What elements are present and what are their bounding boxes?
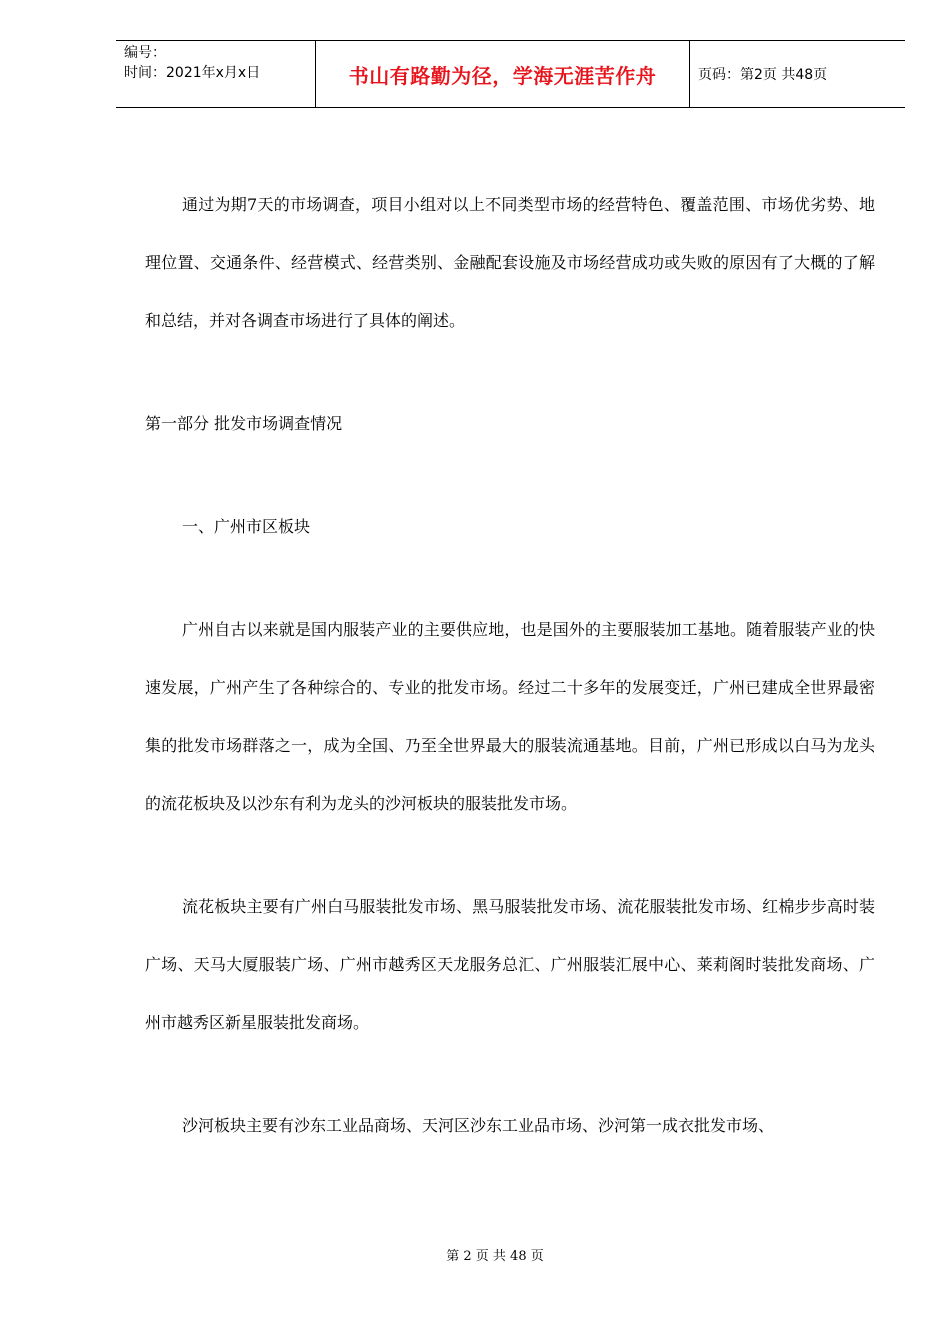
part-title: 第一部分 批发市场调查情况 bbox=[145, 414, 343, 433]
page-header bbox=[116, 40, 905, 108]
document-body bbox=[145, 176, 875, 1155]
header-page-info: 页码：第2页 共48页 bbox=[698, 67, 828, 83]
section-title: 一、广州市区板块 bbox=[182, 517, 311, 536]
paragraph-shahe: 沙河板块主要有沙东工业品商场、天河区沙东工业品市场、沙河第一成衣批发市场、 bbox=[182, 1116, 775, 1135]
time-label: 时间：2021年x月x日 bbox=[124, 65, 261, 81]
paragraph-guangzhou: 广州自古以来就是国内服装产业的主要供应地，也是国外的主要服装加工基地。随着服装产业的快速发展，广州产生了各种综合的、专业的批发市场。经过二十多年的发展变迁，广州已建成全世界最密集的批发市场群落之一，成为全国、乃至全世界最大的服装流通基地。目前，广州已形成以白马为龙头的流花板块及以沙东有利为龙头的沙河板块的服装批发市场。 bbox=[145, 620, 875, 813]
intro-paragraph: 通过为期7天的市场调查，项目小组对以上不同类型市场的经营特色、覆盖范围、市场优劣势、地理位置、交通条件、经营模式、经营类别、金融配套设施及市场经营成功或失败的原因有了大概的了解和总结，并对各调查市场进行了具体的阐述。 bbox=[145, 195, 875, 330]
serial-label: 编号： bbox=[124, 45, 166, 61]
page-footer: 第 2 页 共 48 页 bbox=[446, 1249, 544, 1264]
paragraph-liuhua: 流花板块主要有广州白马服装批发市场、黑马服装批发市场、流花服装批发市场、红棉步步高时装广场、天马大厦服装广场、广州市越秀区天龙服务总汇、广州服装汇展中心、莱莉阁时装批发商场、广州市越秀区新星服装批发商场。 bbox=[145, 897, 875, 1032]
header-motto: 书山有路勤为径，学海无涯苦作舟 bbox=[316, 41, 690, 107]
header-meta bbox=[116, 41, 316, 107]
